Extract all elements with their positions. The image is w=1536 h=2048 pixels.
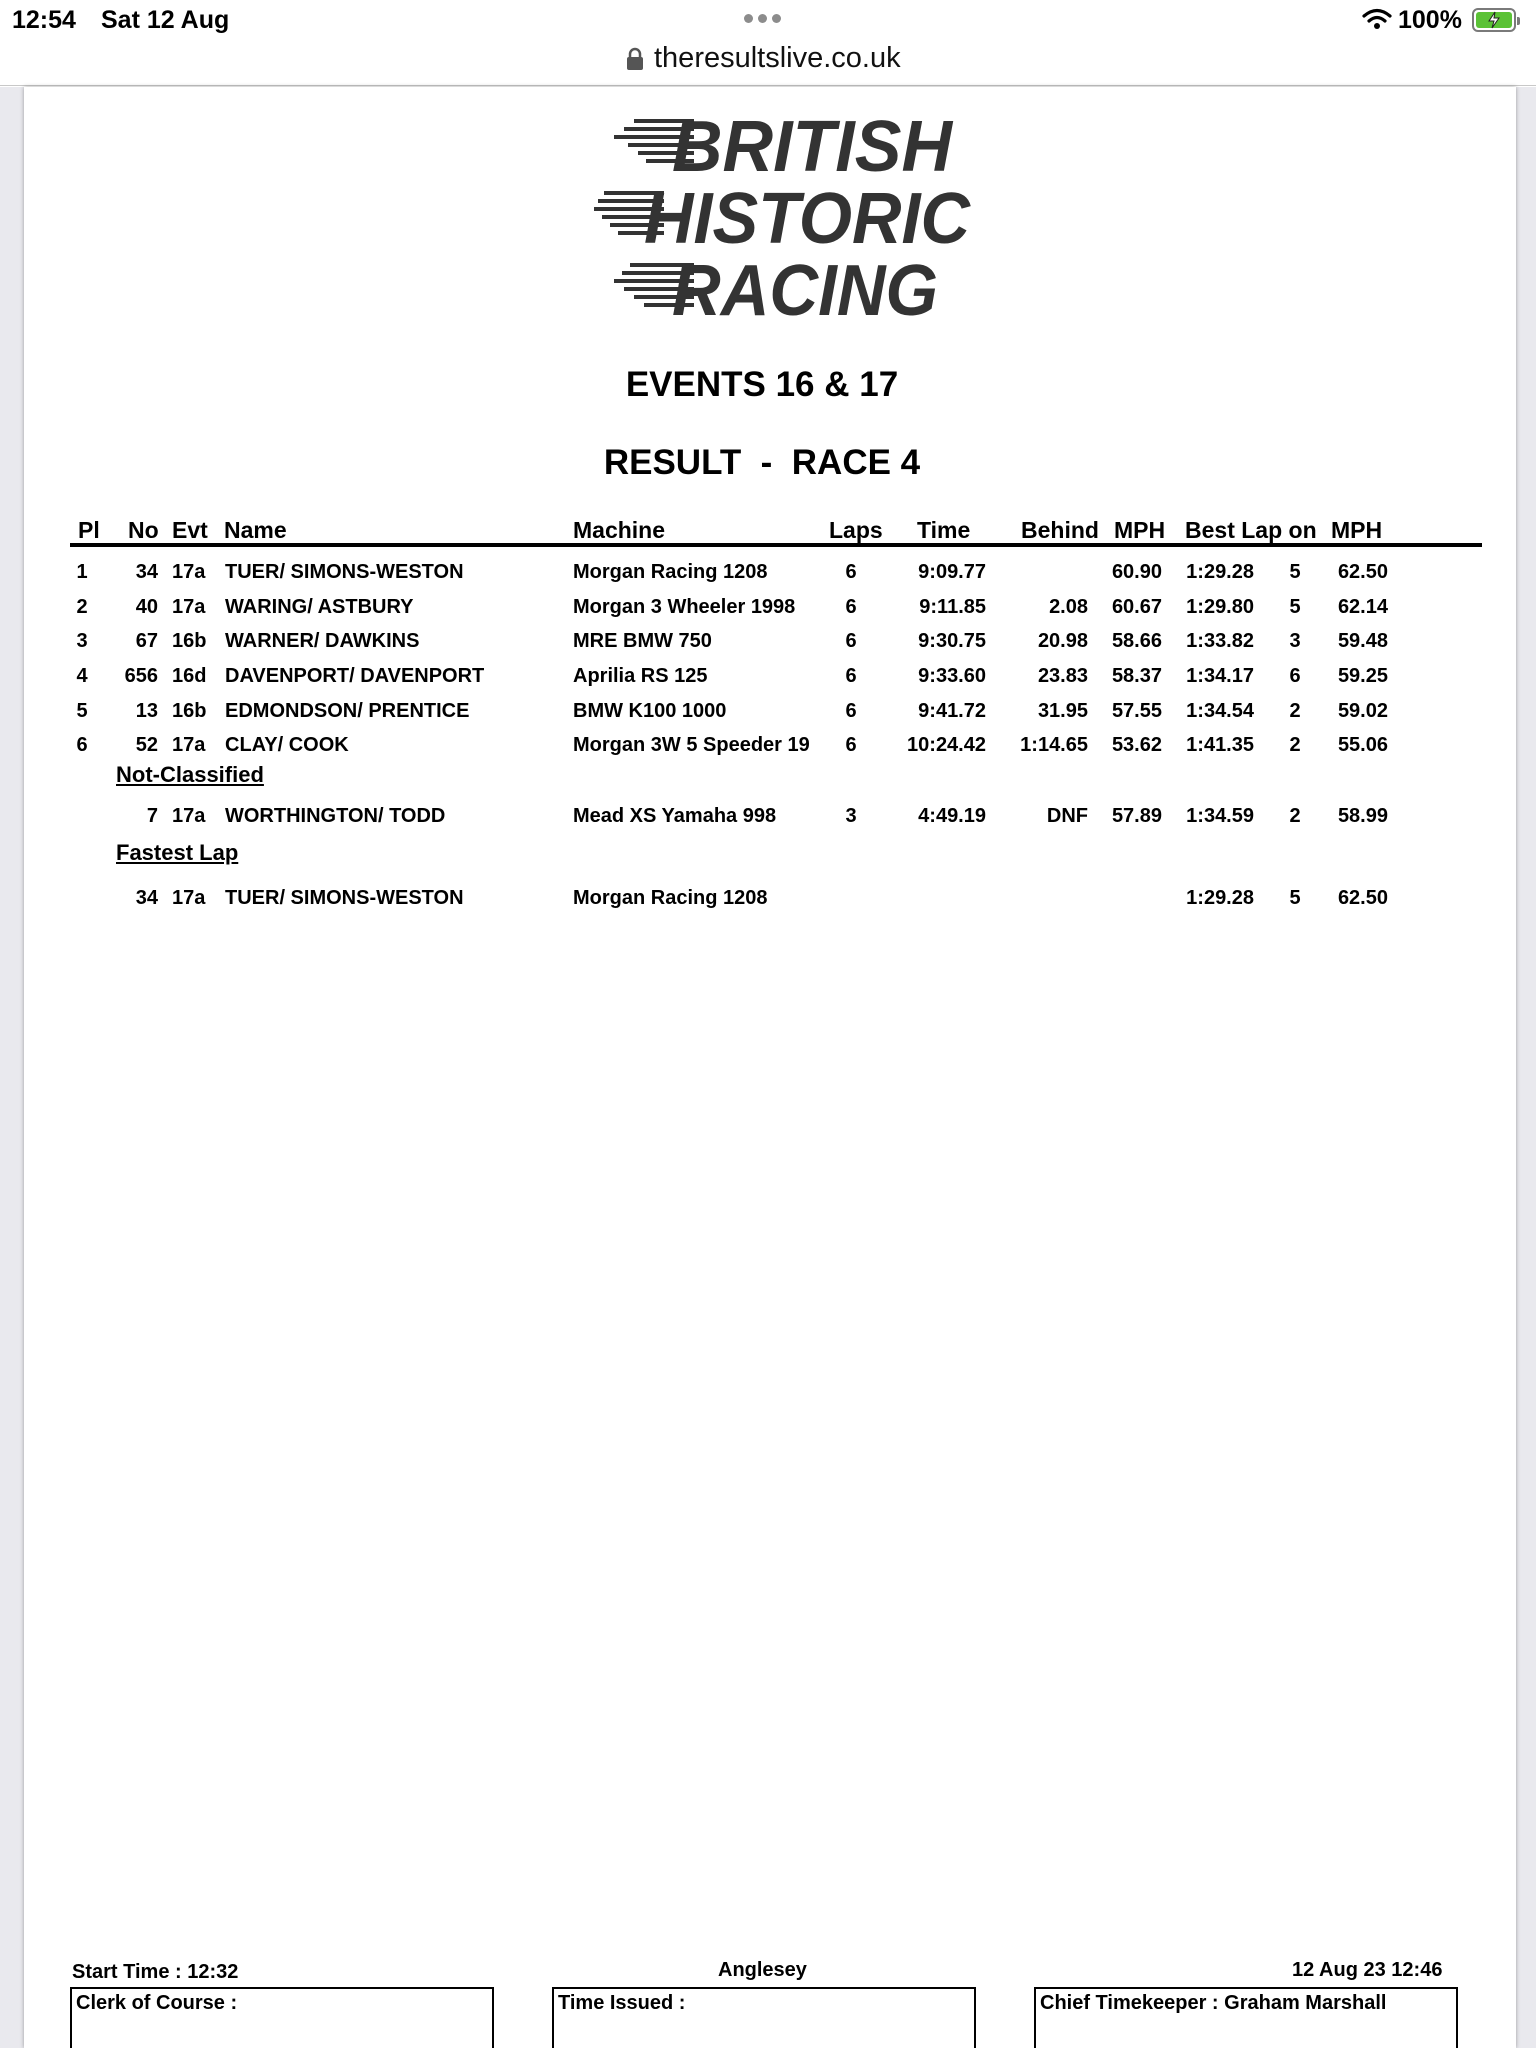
- cell-time: 9:33.60: [918, 665, 986, 687]
- cell-mph: 53.62: [1111, 734, 1162, 756]
- cell-time: 9:30.75: [918, 630, 986, 652]
- header-laps: Laps: [829, 517, 883, 543]
- chief-timekeeper-box: [1034, 1987, 1458, 2048]
- cell-laps: 6: [845, 561, 857, 583]
- page-subtitle: RESULT - RACE 4: [603, 443, 921, 482]
- cell-name: DAVENPORT/ DAVENPORT: [225, 665, 485, 687]
- cell-best-lap: 1:41.35: [1186, 734, 1254, 756]
- header-pl: Pl: [78, 517, 100, 543]
- cell-name: TUER/ SIMONS-WESTON: [225, 887, 464, 909]
- logo-line-british: BRITISH: [672, 111, 954, 187]
- cell-best-lap-on: 2: [1289, 734, 1301, 756]
- cell-laps: 6: [845, 700, 857, 722]
- cell-laps: 6: [845, 596, 857, 618]
- cell-pl: 6: [76, 734, 88, 756]
- cell-best-mph: 62.14: [1337, 596, 1388, 618]
- wifi-icon: [1362, 8, 1392, 30]
- cell-best-lap: 1:29.80: [1186, 596, 1254, 618]
- cell-laps: 6: [845, 734, 857, 756]
- start-time: Start Time : 12:32: [72, 1961, 239, 1983]
- battery-percentage: 100%: [1398, 6, 1462, 34]
- cell-machine: Mead XS Yamaha 998: [573, 805, 777, 827]
- cell-best-lap-on: 5: [1289, 596, 1301, 618]
- cell-machine: Morgan 3 Wheeler 1998: [573, 596, 796, 618]
- cell-name: TUER/ SIMONS-WESTON: [225, 561, 464, 583]
- clerk-of-course-label: Clerk of Course :: [76, 1992, 238, 2014]
- header-time: Time: [917, 517, 971, 543]
- cell-evt: 17a: [172, 561, 206, 583]
- cell-name: WARNER/ DAWKINS: [225, 630, 420, 652]
- cell-best-lap-on: 3: [1289, 630, 1301, 652]
- cell-no: 34: [135, 561, 158, 583]
- header-behind: Behind: [1021, 517, 1099, 543]
- cell-behind: 2.08: [1049, 596, 1088, 618]
- cell-no: 13: [135, 700, 158, 722]
- cell-no: 7: [146, 805, 158, 827]
- status-date: Sat 12 Aug: [101, 6, 230, 34]
- cell-mph: 57.55: [1111, 700, 1162, 722]
- cell-evt: 16b: [172, 630, 207, 652]
- cell-mph: 58.37: [1111, 665, 1162, 687]
- cell-laps: 6: [845, 630, 857, 652]
- not-classified-title: Not-Classified: [116, 762, 264, 787]
- cell-evt: 16d: [172, 665, 207, 687]
- cell-best-lap-on: 6: [1289, 665, 1301, 687]
- cell-time: 9:11.85: [919, 596, 986, 618]
- time-issued-box: [552, 1987, 976, 2048]
- cell-no: 67: [135, 630, 158, 652]
- header-machine: Machine: [573, 517, 666, 543]
- status-bar: [0, 0, 1536, 40]
- cell-mph: 57.89: [1111, 805, 1162, 827]
- cell-pl: 3: [76, 630, 88, 652]
- cell-best-mph: 62.50: [1337, 561, 1388, 583]
- cell-pl: 1: [76, 561, 88, 583]
- header-no: No: [128, 517, 159, 543]
- cell-name: WORTHINGTON/ TODD: [225, 805, 446, 827]
- cell-pl: 2: [76, 596, 88, 618]
- cell-laps: 3: [845, 805, 857, 827]
- cell-pl: 4: [76, 665, 88, 687]
- cell-name: EDMONDSON/ PRENTICE: [225, 700, 470, 722]
- venue: Anglesey: [718, 1959, 807, 1981]
- cell-name: CLAY/ COOK: [225, 734, 349, 756]
- cell-best-lap-on: 5: [1289, 561, 1301, 583]
- cell-behind: 23.83: [1037, 665, 1088, 687]
- header-divider: [70, 543, 1482, 547]
- cell-mph: 60.90: [1111, 561, 1162, 583]
- cell-best-lap-on: 2: [1289, 805, 1301, 827]
- cell-best-mph: 55.06: [1337, 734, 1388, 756]
- cell-pl: 5: [76, 700, 88, 722]
- results-document: [24, 87, 1516, 2048]
- clerk-of-course-box: [70, 1987, 494, 2048]
- cell-behind: 1:14.65: [1020, 734, 1088, 756]
- cell-machine: Aprilia RS 125: [573, 665, 708, 687]
- cell-evt: 17a: [172, 596, 206, 618]
- cell-laps: 6: [845, 665, 857, 687]
- cell-evt: 16b: [172, 700, 207, 722]
- logo-line-historic: HISTORIC: [644, 179, 971, 259]
- cell-best-lap-on: 2: [1289, 700, 1301, 722]
- cell-evt: 17a: [172, 887, 206, 909]
- header-mph: MPH: [1114, 517, 1166, 543]
- cell-mph: 60.67: [1111, 596, 1162, 618]
- cell-best-lap: 1:33.82: [1186, 630, 1254, 652]
- cell-machine: Morgan Racing 1208: [573, 887, 768, 909]
- time-issued-label: Time Issued :: [558, 1992, 686, 2014]
- cell-mph: 58.66: [1111, 630, 1162, 652]
- cell-best-lap-on: 5: [1289, 887, 1301, 909]
- page-viewport[interactable]: [0, 87, 1536, 2048]
- cell-best-mph: 59.48: [1337, 630, 1388, 652]
- header-name: Name: [224, 517, 287, 543]
- address-bar[interactable]: [0, 40, 1536, 86]
- cell-machine: Morgan Racing 1208: [573, 561, 768, 583]
- cell-best-mph: 62.50: [1337, 887, 1388, 909]
- british-historic-racing-logo: [594, 111, 974, 331]
- cell-no: 656: [124, 665, 158, 687]
- cell-best-mph: 58.99: [1337, 805, 1388, 827]
- cell-best-lap: 1:34.59: [1186, 805, 1254, 827]
- cell-no: 52: [135, 734, 158, 756]
- fastest-lap-title: Fastest Lap: [116, 840, 239, 865]
- cell-best-lap: 1:29.28: [1186, 887, 1254, 909]
- cell-no: 40: [135, 596, 158, 618]
- logo-line-racing: RACING: [672, 251, 938, 331]
- header-evt: Evt: [172, 517, 208, 543]
- cell-machine: BMW K100 1000: [573, 700, 727, 722]
- cell-evt: 17a: [172, 805, 206, 827]
- lock-icon: [626, 47, 644, 71]
- cell-time: 10:24.42: [907, 734, 986, 756]
- multitasking-dots-icon[interactable]: [744, 14, 781, 23]
- cell-name: WARING/ ASTBURY: [225, 596, 414, 618]
- cell-time: 4:49.19: [918, 805, 986, 827]
- header-best-mph: MPH: [1331, 517, 1383, 543]
- cell-time: 9:09.77: [918, 561, 986, 583]
- cell-behind: 20.98: [1037, 630, 1088, 652]
- battery-charging-icon: [1472, 8, 1516, 32]
- status-time: 12:54: [12, 6, 76, 34]
- issued-datetime: 12 Aug 23 12:46: [1292, 1959, 1443, 1981]
- cell-no: 34: [135, 887, 158, 909]
- cell-machine: Morgan 3W 5 Speeder 19: [573, 734, 810, 756]
- cell-evt: 17a: [172, 734, 206, 756]
- cell-best-lap: 1:29.28: [1186, 561, 1254, 583]
- page-title: EVENTS 16 & 17: [625, 365, 899, 404]
- cell-best-lap: 1:34.17: [1186, 665, 1254, 687]
- cell-behind: DNF: [1046, 805, 1088, 827]
- cell-machine: MRE BMW 750: [573, 630, 712, 652]
- cell-best-mph: 59.02: [1337, 700, 1388, 722]
- chief-timekeeper-label: Chief Timekeeper : Graham Marshall: [1040, 1992, 1387, 2014]
- cell-time: 9:41.72: [918, 700, 986, 722]
- header-best-lap-on: Best Lap on: [1185, 517, 1317, 543]
- cell-behind: 31.95: [1037, 700, 1088, 722]
- cell-best-lap: 1:34.54: [1186, 700, 1254, 722]
- url-text[interactable]: theresultslive.co.uk: [654, 42, 901, 74]
- cell-best-mph: 59.25: [1337, 665, 1388, 687]
